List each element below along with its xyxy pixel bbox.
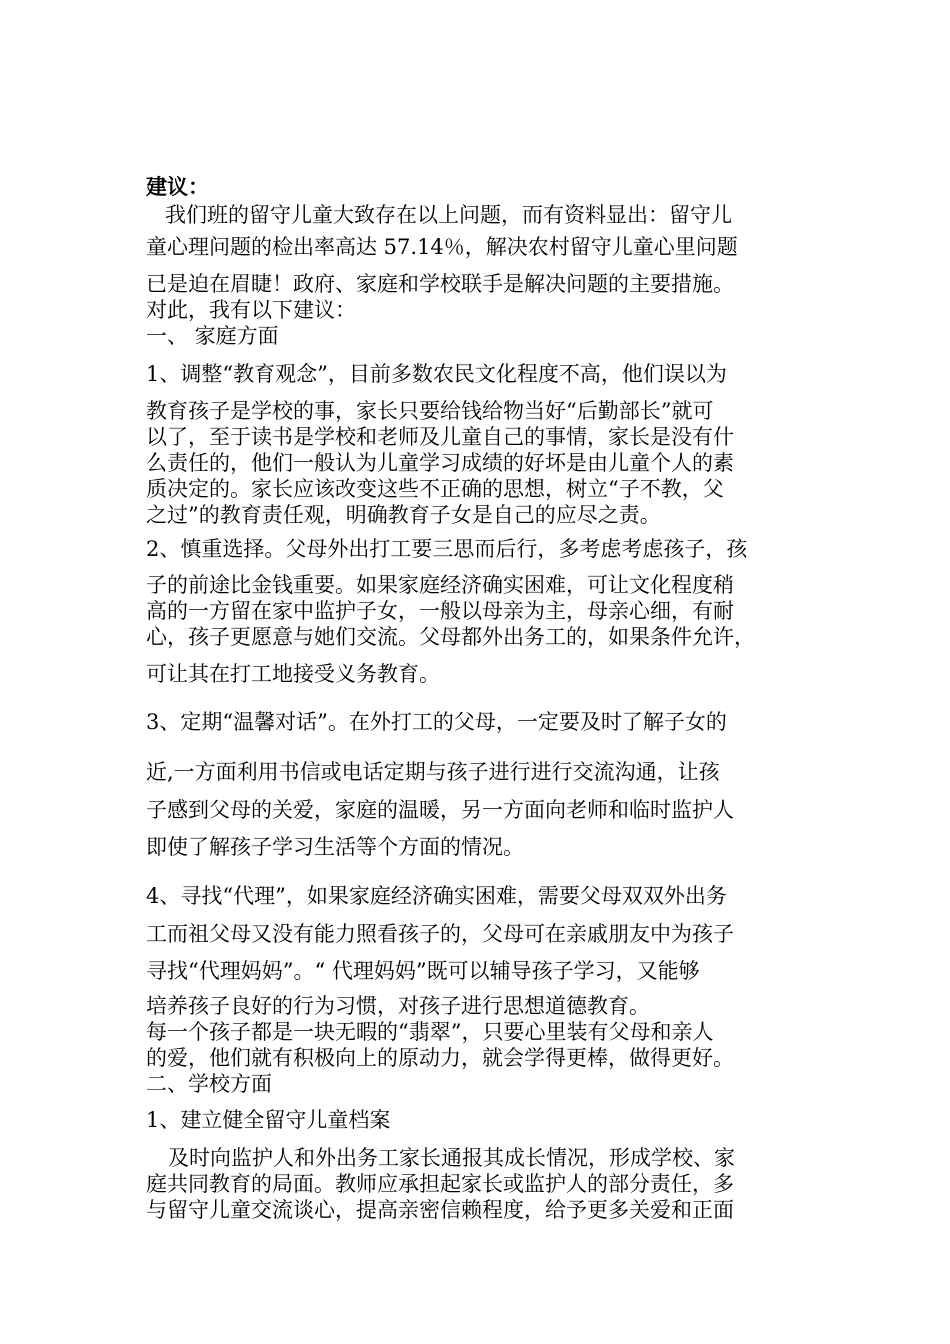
text-line: 已是迫在眉睫！政府、家庭和学校联手是解决问题的主要措施。	[146, 272, 734, 296]
text-line: 可让其在打工地接受义务教育。	[146, 662, 440, 686]
text-line: 每一个孩子都是一块无暇的“翡翠”，只要心里装有父母和亲人	[146, 1020, 714, 1044]
text-line: 子感到父母的关爱，家庭的温暖，另一方面向老师和临时监护人	[146, 798, 734, 822]
text-line: 童心理问题的检出率高达 57.14％，解决农村留守儿童心里问题	[146, 235, 738, 259]
text-line: 2、慎重选择。父母外出打工要三思而后行，多考虑考虑孩子，孩	[146, 537, 748, 561]
section-heading-school: 二、学校方面	[146, 1072, 272, 1096]
text-line: 么责任的，他们一般认为儿童学习成绩的好坏是由儿童个人的素	[146, 451, 734, 475]
text-line: 教育孩子是学校的事，家长只要给钱给物当好“后勤部长”就可	[146, 399, 714, 423]
text-line: 我们班的留守儿童大致存在以上问题，而有资料显出：留守儿	[165, 203, 732, 227]
text-line: 培养孩子良好的行为习惯，对孩子进行思想道德教育。	[146, 994, 650, 1018]
text-line: 与留守儿童交流谈心，提高亲密信赖程度，给予更多关爱和正面	[146, 1198, 734, 1222]
text-line: 1、建立健全留守儿童档案	[146, 1108, 391, 1132]
text-line: 寻找“代理妈妈”。“ 代理妈妈”既可以辅导孩子学习，又能够	[146, 959, 700, 983]
text-line: 近,一方面利用书信或电话定期与孩子进行进行交流沟通，让孩	[146, 760, 720, 784]
text-line: 即使了解孩子学习生活等个方面的情况。	[146, 835, 524, 859]
text-line: 对此，我有以下建议：	[146, 298, 356, 322]
text-line: 之过”的教育责任观，明确教育子女是自己的应尽之责。	[146, 503, 661, 527]
text-line: 子的前途比金钱重要。如果家庭经济确实困难，可让文化程度稍	[146, 573, 734, 597]
text-line: 庭共同教育的局面。教师应承担起家长或监护人的部分责任，多	[146, 1172, 734, 1196]
text-line: 高的一方留在家中监护子女，一般以母亲为主，母亲心细，有耐	[146, 599, 734, 623]
text-line: 质决定的。家长应该改变这些不正确的思想，树立“子不教，父	[146, 477, 724, 501]
text-line: 以了，至于读书是学校和老师及儿童自己的事情，家长是没有什	[146, 425, 734, 449]
section-heading-family: 一、 家庭方面	[146, 324, 279, 348]
text-line: 4、寻找“代理”，如果家庭经济确实困难，需要父母双双外出务	[146, 884, 727, 908]
text-line: 及时向监护人和外出务工家长通报其成长情况，形成学校、家	[168, 1146, 735, 1170]
text-line: 的爱，他们就有积极向上的原动力，就会学得更棒，做得更好。	[146, 1046, 734, 1070]
text-line: 心，孩子更愿意与她们交流。父母都外出务工的，如果条件允许，	[146, 625, 755, 649]
text-line: 工而祖父母又没有能力照看孩子的，父母可在亲戚朋友中为孩子	[146, 922, 734, 946]
text-line: 1、调整“教育观念”，目前多数农民文化程度不高，他们误以为	[146, 362, 727, 386]
text-line: 3、定期“温馨对话”。在外打工的父母，一定要及时了解子女的	[146, 710, 727, 734]
heading-suggestions: 建议：	[146, 174, 209, 199]
